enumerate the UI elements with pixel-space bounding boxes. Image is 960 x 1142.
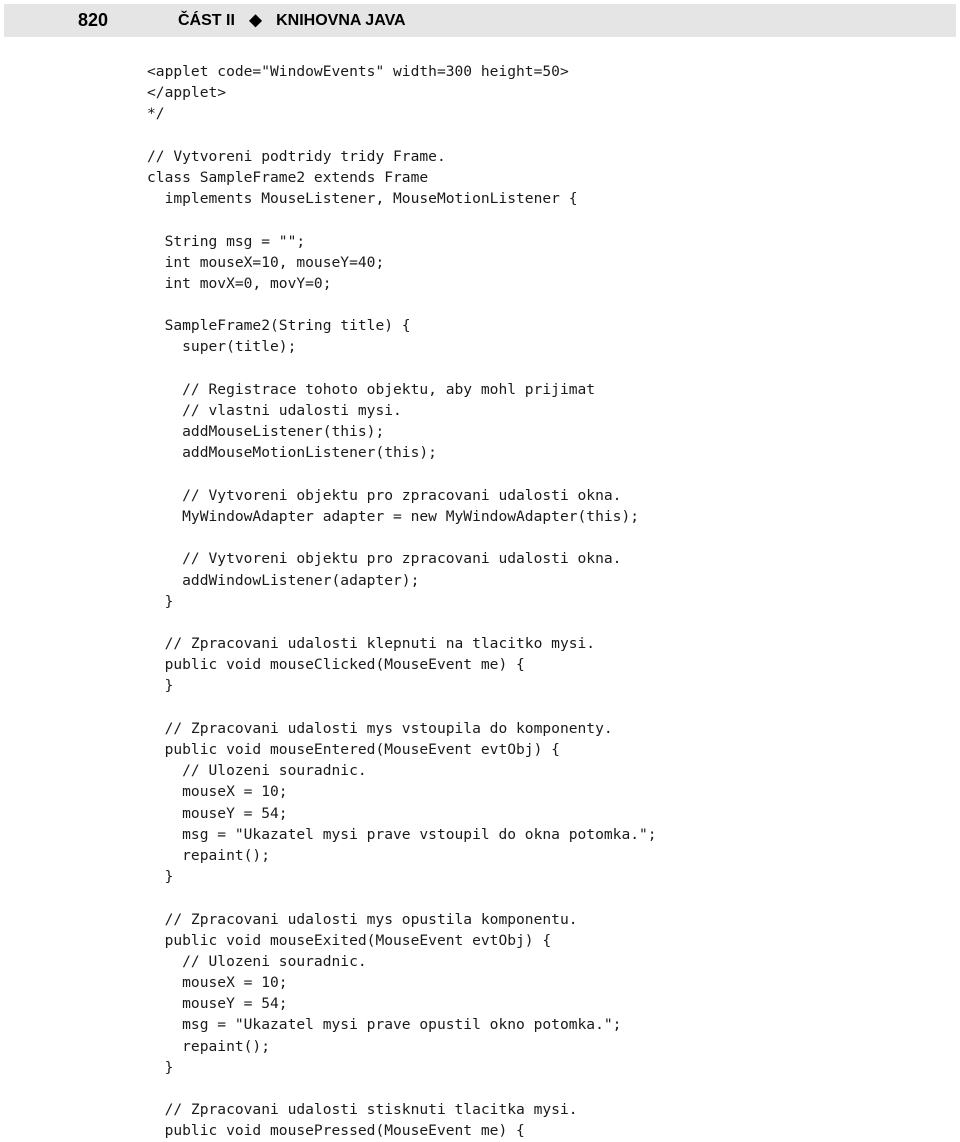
code-line: mouseX = 10; — [147, 783, 288, 801]
code-line: implements MouseListener, MouseMotionListener { — [147, 190, 578, 208]
code-line — [147, 1078, 657, 1099]
code-line: } — [147, 677, 174, 695]
code-line: // Vytvoreni objektu pro zpracovani udalosti okna. — [147, 550, 622, 568]
code-line: // Zpracovani udalosti stisknuti tlacitka mysi. — [147, 1101, 578, 1119]
code-line — [147, 209, 657, 230]
code-line: } — [147, 1058, 174, 1076]
code-line: public void mouseExited(MouseEvent evtObj) { — [147, 931, 552, 949]
code-line: // Registrace tohoto objektu, aby mohl prijimat — [147, 380, 596, 398]
page-number: 820 — [78, 10, 109, 30]
code-listing — [147, 61, 657, 1142]
code-line: <applet code="WindowEvents" width=300 height=50> — [147, 63, 569, 80]
part-label: ČÁST II — [178, 12, 235, 29]
code-line: msg = "Ukazatel mysi prave vstoupil do okna potomka."; — [147, 825, 657, 843]
diamond-icon: ◆ — [249, 12, 262, 29]
code-line: // vlastni udalosti mysi. — [147, 402, 402, 419]
code-line: SampleFrame2(String title) { — [147, 317, 411, 335]
code-line: repaint(); — [147, 1037, 271, 1055]
code-line: public void mouseEntered(MouseEvent evtObj) { — [147, 741, 560, 758]
code-line: repaint(); — [147, 846, 271, 864]
code-line: // Vytvoreni podtridy tridy Frame. — [147, 147, 446, 165]
code-line: addMouseListener(this); — [147, 423, 385, 441]
code-line — [147, 697, 657, 718]
code-line: int movX=0, movY=0; — [147, 274, 332, 292]
code-line: msg = "Ukazatel mysi prave opustil okno potomka."; — [147, 1016, 622, 1034]
code-line: } — [147, 868, 174, 886]
code-line: // Ulozeni souradnic. — [147, 952, 367, 970]
section-title: KNIHOVNA JAVA — [276, 12, 406, 29]
code-line: public void mouseClicked(MouseEvent me) { — [147, 656, 525, 674]
code-line: // Zpracovani udalosti mys opustila komponentu. — [147, 910, 578, 928]
code-line: } — [147, 592, 174, 610]
code-line — [147, 464, 657, 485]
code-line — [147, 358, 657, 379]
code-line: int mouseX=10, mouseY=40; — [147, 253, 385, 271]
code-line: */ — [147, 105, 165, 123]
code-line: class SampleFrame2 extends Frame — [147, 168, 429, 186]
code-line: // Ulozeni souradnic. — [147, 762, 367, 780]
code-line — [147, 294, 657, 315]
code-line: public void mousePressed(MouseEvent me) { — [147, 1122, 525, 1140]
code-line: addMouseMotionListener(this); — [147, 444, 437, 462]
code-line: // Zpracovani udalosti mys vstoupila do komponenty. — [147, 719, 613, 737]
code-line: super(title); — [147, 338, 297, 356]
page-header — [4, 4, 956, 37]
code-line: MyWindowAdapter adapter = new MyWindowAdapter(this); — [147, 507, 640, 525]
code-line: // Vytvoreni objektu pro zpracovani udalosti okna. — [147, 486, 622, 504]
code-line — [147, 887, 657, 908]
code-line: mouseY = 54; — [147, 995, 288, 1013]
code-line: mouseX = 10; — [147, 974, 288, 992]
code-line: String msg = ""; — [147, 232, 306, 250]
code-line — [147, 612, 657, 633]
code-line — [147, 125, 657, 146]
code-line: </applet> — [147, 84, 227, 102]
code-line — [147, 527, 657, 548]
running-head — [178, 4, 406, 37]
code-line: // Zpracovani udalosti klepnuti na tlacitko mysi. — [147, 635, 596, 653]
code-line: mouseY = 54; — [147, 804, 288, 822]
code-line: addWindowListener(adapter); — [147, 571, 420, 589]
